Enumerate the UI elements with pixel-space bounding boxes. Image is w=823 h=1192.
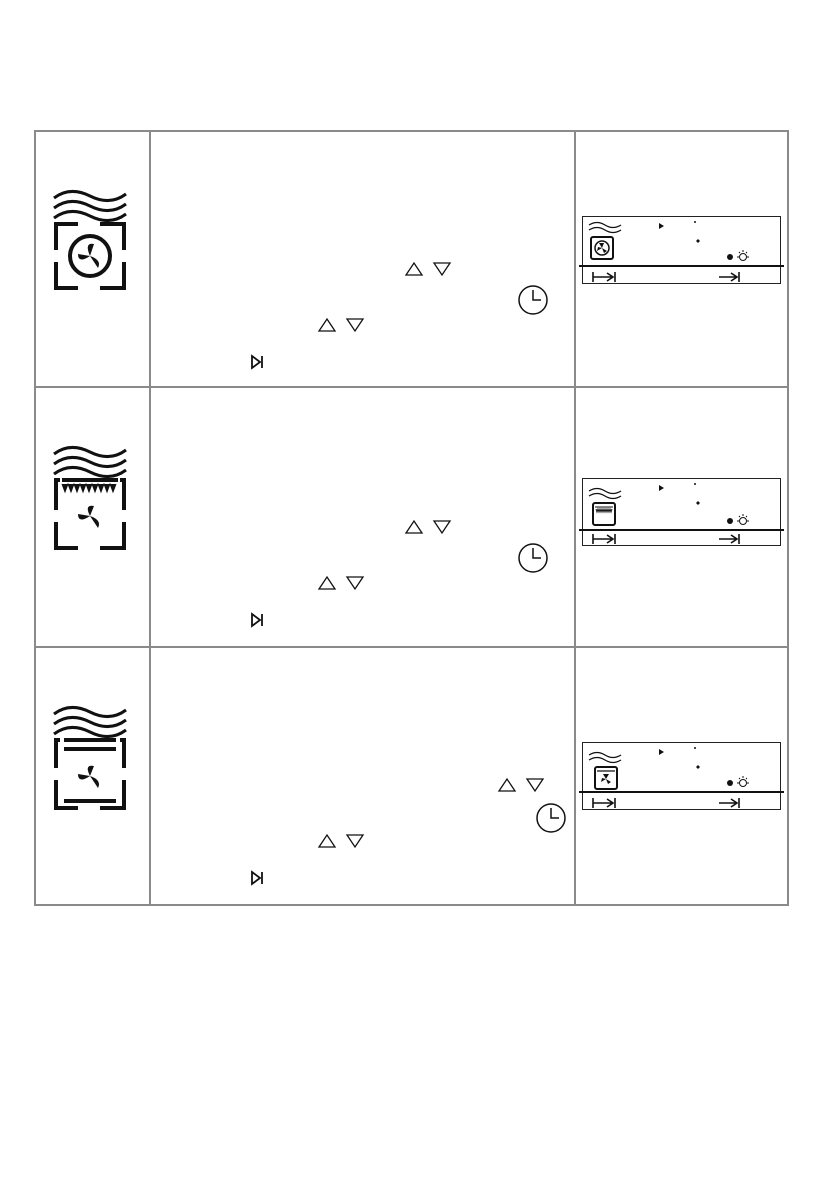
fan-circle-heating-icon (48, 184, 132, 304)
table-row (36, 648, 787, 904)
up-down-arrows-icon[interactable] (497, 776, 547, 794)
fan-top-grill-icon (48, 440, 132, 560)
start-skip-icon[interactable] (250, 612, 264, 628)
clock-icon[interactable] (517, 284, 549, 316)
table-row (36, 388, 787, 648)
up-down-arrows-icon[interactable] (404, 260, 454, 278)
clock-icon[interactable] (535, 802, 567, 834)
oven-display (582, 216, 781, 284)
instruction-cell (151, 132, 574, 386)
clock-icon[interactable] (517, 542, 549, 574)
oven-display (582, 742, 781, 810)
instruction-cell (151, 388, 574, 646)
mode-cell (36, 132, 149, 386)
mode-cell (36, 648, 149, 904)
mode-cell (36, 388, 149, 646)
up-down-arrows-icon[interactable] (404, 518, 454, 536)
table-row (36, 132, 787, 388)
programming-table (34, 130, 789, 906)
oven-display (582, 478, 781, 546)
instruction-cell (151, 648, 574, 904)
up-down-arrows-icon[interactable] (317, 832, 367, 850)
up-down-arrows-icon[interactable] (317, 574, 367, 592)
display-cell (576, 388, 787, 646)
start-skip-icon[interactable] (250, 354, 264, 370)
display-cell (576, 648, 787, 904)
up-down-arrows-icon[interactable] (317, 316, 367, 334)
start-skip-icon[interactable] (250, 870, 264, 886)
fan-top-bottom-heat-icon (48, 700, 132, 820)
display-cell (576, 132, 787, 386)
